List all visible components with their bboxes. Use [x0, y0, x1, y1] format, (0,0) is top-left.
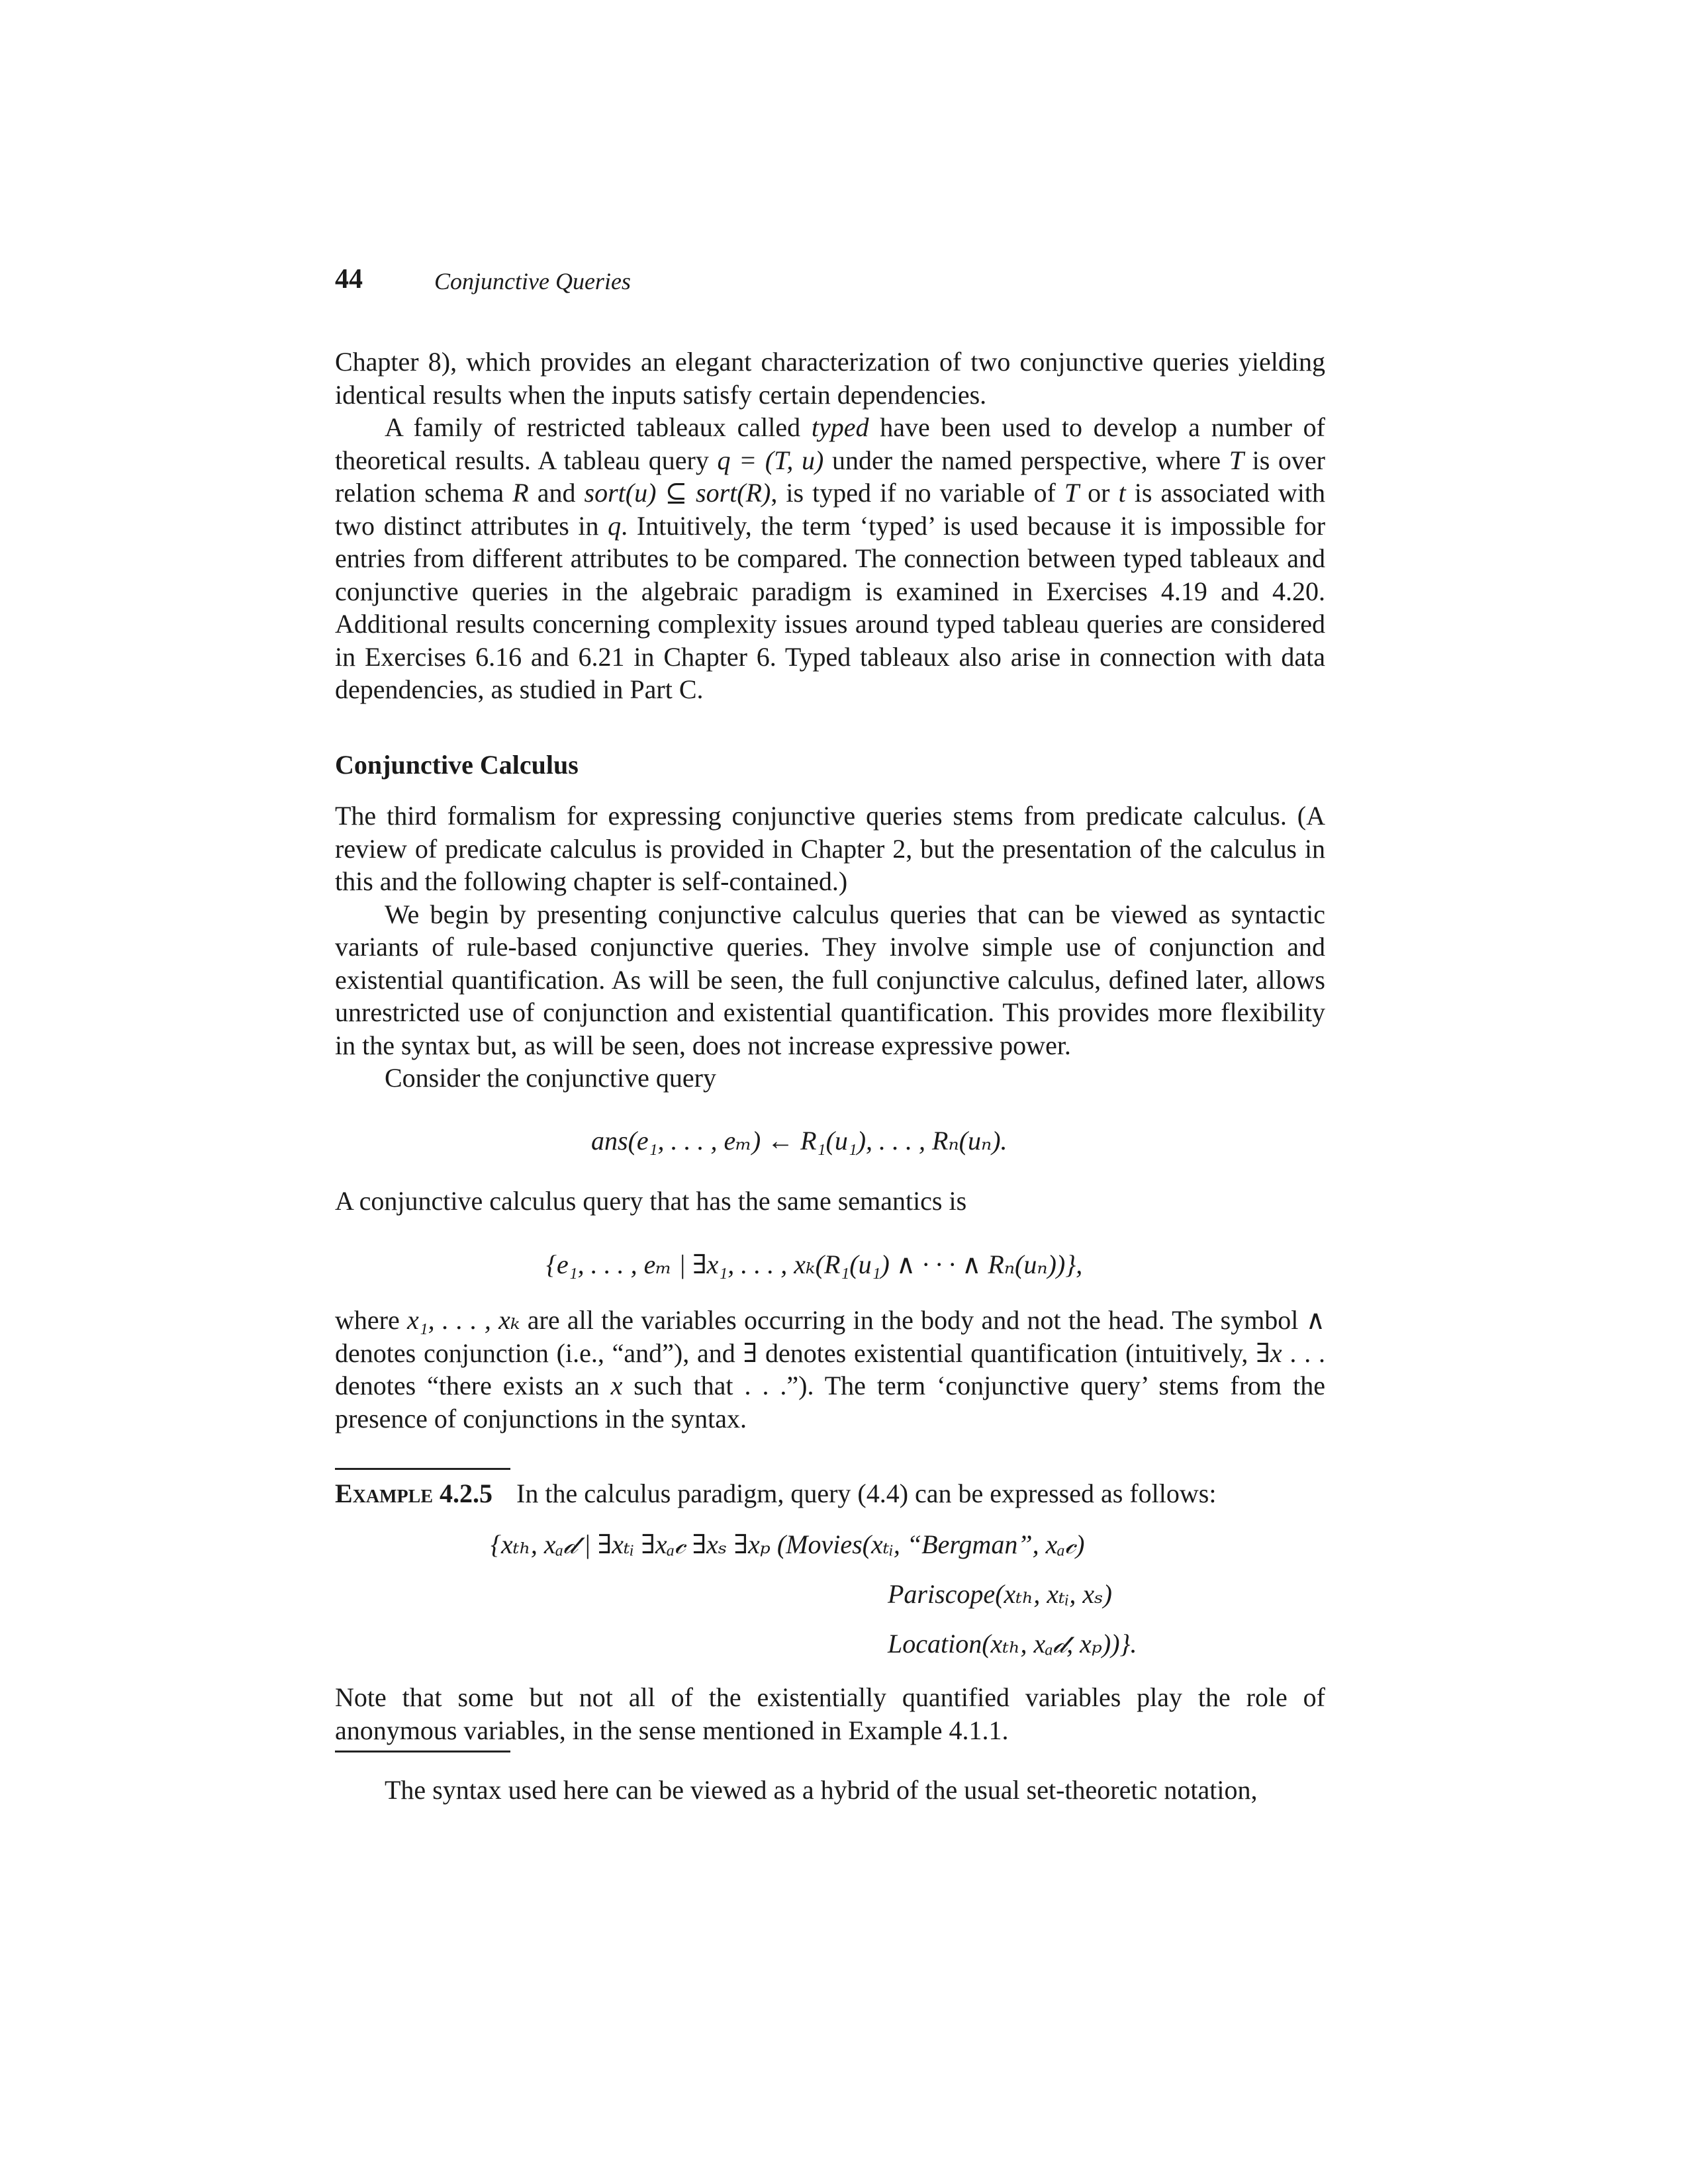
- section-heading: Conjunctive Calculus: [335, 750, 579, 780]
- example-note: Note that some but not all of the existentially quantified variables play the role of anonymous variables, in the sense mentioned in Example 4.1.1.: [335, 1682, 1325, 1745]
- paragraph-typed-tableaux: A family of restricted tableaux called typed have been used to develop a number of theoretical results. A tableau query q = (T, u) under the named perspective, where T is over relation schema R and sort(u) ⊆ sort(R), is typed if no variable of T or t is associated with two distinct attributes in q. Intuitively, the term ‘typed’ is used because it is impossible for entries from different attributes to be compared. The connection between typed tableaux and conjunctive queries in the algebraic paradigm is examined in Exercises 4.19 and 4.20. Additional results concerning complexity issues around typed tableau queries are considered in Exercises 6.16 and 6.21 in Chapter 6. Typed tableaux also arise in connection with data dependencies, as studied in Part C.: [335, 412, 1326, 704]
- example-query-line-2: Pariscope(xₜₕ, xₜᵢ, xₛ): [888, 1579, 1112, 1609]
- paragraph-same-semantics: A conjunctive calculus query that has the same semantics is: [335, 1186, 967, 1216]
- body-block-2: [335, 799, 1325, 1095]
- paragraph-continuation: Chapter 8), which provides an elegant characterization of two conjunctive queries yielding identical results when the inputs satisfy certain dependencies.: [335, 347, 1325, 410]
- body-block-1: [335, 345, 1325, 706]
- example-intro: In the calculus paradigm, query (4.4) can be expressed as follows:: [516, 1479, 1217, 1508]
- example-label: Example 4.2.5: [335, 1479, 493, 1508]
- paragraph-third-formalism: The third formalism for expressing conjunctive queries stems from predicate calculus. (A review of predicate calculus is provided in Chapter 2, but the presentation of the calculus in this and the following chapter is self-contained.): [335, 801, 1325, 896]
- page-header: [335, 263, 1328, 303]
- equation-calculus-query: {e₁, . . . , eₘ | ∃x₁, . . . , xₖ(R₁(u₁) ∧ · · · ∧ Rₙ(uₙ))},: [546, 1250, 1083, 1279]
- running-title: Conjunctive Queries: [434, 268, 631, 295]
- example-query-line-3: Location(xₜₕ, xₐ𝒹, xₚ))}.: [888, 1629, 1137, 1659]
- paragraph-syntax-hybrid: The syntax used here can be viewed as a hybrid of the usual set-theoretic notation,: [385, 1775, 1258, 1805]
- example-header: [335, 1477, 1325, 1510]
- body-block-5: [335, 1681, 1325, 1747]
- body-block-3: [335, 1185, 1325, 1218]
- paragraph-syntactic-variants: We begin by presenting conjunctive calculus queries that can be viewed as syntactic variants of rule-based conjunctive queries. They involve simple use of conjunction and existential quantification. As will be seen, the full conjunctive calculus, defined later, allows unrestricted use of conjunction and existential quantification. This provides more flexibility in the syntax but, as will be seen, does not increase expressive power.: [335, 899, 1325, 1060]
- paragraph-variables-explanation: where x₁, . . . , xₖ are all the variables occurring in the body and not the head. The symbol ∧ denotes conjunction (i.e., “and”), and ∃ denotes existential quantification (intuitively, ∃x . . . denotes “there exists an x such that . . .”). The term ‘conjunctive query’ stems from the presence of conjunctions in the syntax.: [335, 1305, 1325, 1433]
- example-query-line-1: {xₜₕ, xₐ𝒹 | ∃xₜᵢ ∃xₐ𝒸 ∃xₛ ∃xₚ (Movies(xₜᵢ, “Bergman”, xₐ𝒸): [491, 1529, 1085, 1559]
- equation-rule-query: ans(e₁, . . . , eₘ) ← R₁(u₁), . . . , Rₙ(uₙ).: [591, 1126, 1008, 1156]
- body-block-4: [335, 1304, 1325, 1435]
- example-bottom-rule: [335, 1751, 510, 1752]
- example-top-rule: [335, 1468, 510, 1470]
- paragraph-consider: Consider the conjunctive query: [385, 1063, 716, 1093]
- page-number: 44: [335, 264, 363, 295]
- body-block-6: [335, 1774, 1325, 1807]
